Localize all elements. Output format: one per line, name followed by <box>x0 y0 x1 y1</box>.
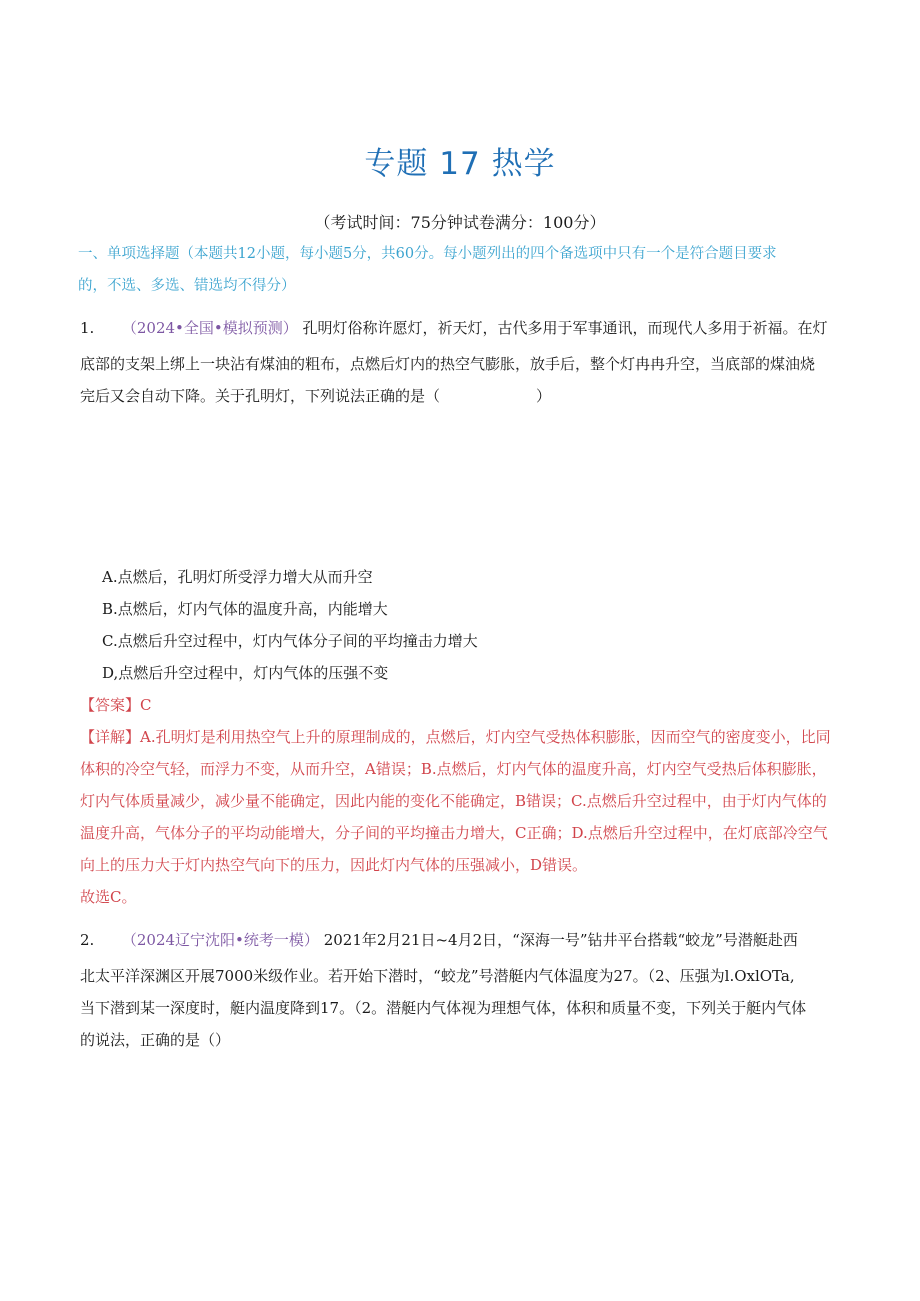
answer-value: C <box>140 696 152 714</box>
question-source: （2024辽宁沈阳•统考一模） <box>121 931 319 949</box>
conclusion: 故选C。 <box>80 888 137 906</box>
question-2-line2: 北太平洋深渊区开展7000米级作业。若开始下潜时，“蛟龙”号潜艇内气体温度为27。（2、压强为l.OxlOTa, <box>80 967 795 985</box>
detail-line-1 <box>80 727 831 747</box>
detail-line-4: 温度升高，气体分子的平均动能增大，分子间的平均撞击力增大，C正确；D.点燃后升空过程中，在灯底部冷空气 <box>80 824 828 842</box>
question-number: 1. <box>80 319 95 337</box>
question-1-line3 <box>80 386 551 406</box>
question-2-line1 <box>80 930 798 950</box>
option-a: A.点燃后，孔明灯所受浮力增大从而升空 <box>102 568 373 586</box>
detail-line-2: 体积的冷空气轻，而浮力不变，从而升空，A错误；B.点燃后，灯内气体的温度升高，灯内空气受热后体积膨胀， <box>80 760 827 778</box>
question-text: 2021年2月21日~4月2日，“深海一号”钻井平台搭载“蛟龙”号潜艇赴西 <box>323 931 798 949</box>
question-number: 2. <box>80 931 95 949</box>
detail-label: 【详解】 <box>80 728 141 746</box>
question-1-line2: 底部的支架上绑上一块沾有煤油的粗布，点燃后灯内的热空气膨胀，放手后，整个灯冉冉升空，当底部的煤油烧 <box>80 355 816 373</box>
answer <box>80 695 152 715</box>
question-1-line1 <box>80 318 828 338</box>
option-d: D,点燃后升空过程中，灯内气体的压强不变 <box>102 664 389 682</box>
detail-line-5: 向上的压力大于灯内热空气向下的压力，因此灯内气体的压强减小，D错误。 <box>80 856 588 874</box>
option-c: C.点燃后升空过程中，灯内气体分子间的平均撞击力增大 <box>102 632 478 650</box>
detail-line-3: 灯内气体质量减少，减少量不能确定，因此内能的变化不能确定，B错误；C.点燃后升空过程中，由于灯内气体的 <box>80 792 827 810</box>
page-title: 专题 17 热学 <box>364 146 556 182</box>
section-header-line2: 的，不选、多选、错选均不得分） <box>78 278 296 294</box>
question-2-line3: 当下潜到某一深度时，艇内温度降到17。（2。潜艇内气体视为理想气体，体积和质量不变，下列关于艇内气体 <box>80 999 807 1017</box>
exam-info: （考试时间：75分钟试卷满分：100分） <box>314 213 606 232</box>
section-header <box>78 238 848 302</box>
question-2-line4: 的说法，正确的是（） <box>80 1031 231 1049</box>
question-source: （2024•全国•模拟预测） <box>121 319 298 337</box>
question-text: ） <box>536 387 552 405</box>
option-b: B.点燃后，灯内气体的温度升高，内能增大 <box>102 600 388 618</box>
detail-text: A.孔明灯是利用热空气上升的原理制成的，点燃后，灯内空气受热体积膨胀，因而空气的密度变小，比同 <box>140 728 831 746</box>
section-header-line1: 一、单项选择题（本题共12小题，每小题5分，共60分。每小题列出的四个备选项中只有一个是符合题目要求 <box>78 246 777 262</box>
answer-label: 【答案】 <box>80 696 141 714</box>
question-text: 孔明灯俗称许愿灯，祈天灯，古代多用于军事通讯，而现代人多用于祈福。在灯 <box>302 319 828 337</box>
question-text: 完后又会自动下降。关于孔明灯，下列说法正确的是（ <box>80 387 441 405</box>
